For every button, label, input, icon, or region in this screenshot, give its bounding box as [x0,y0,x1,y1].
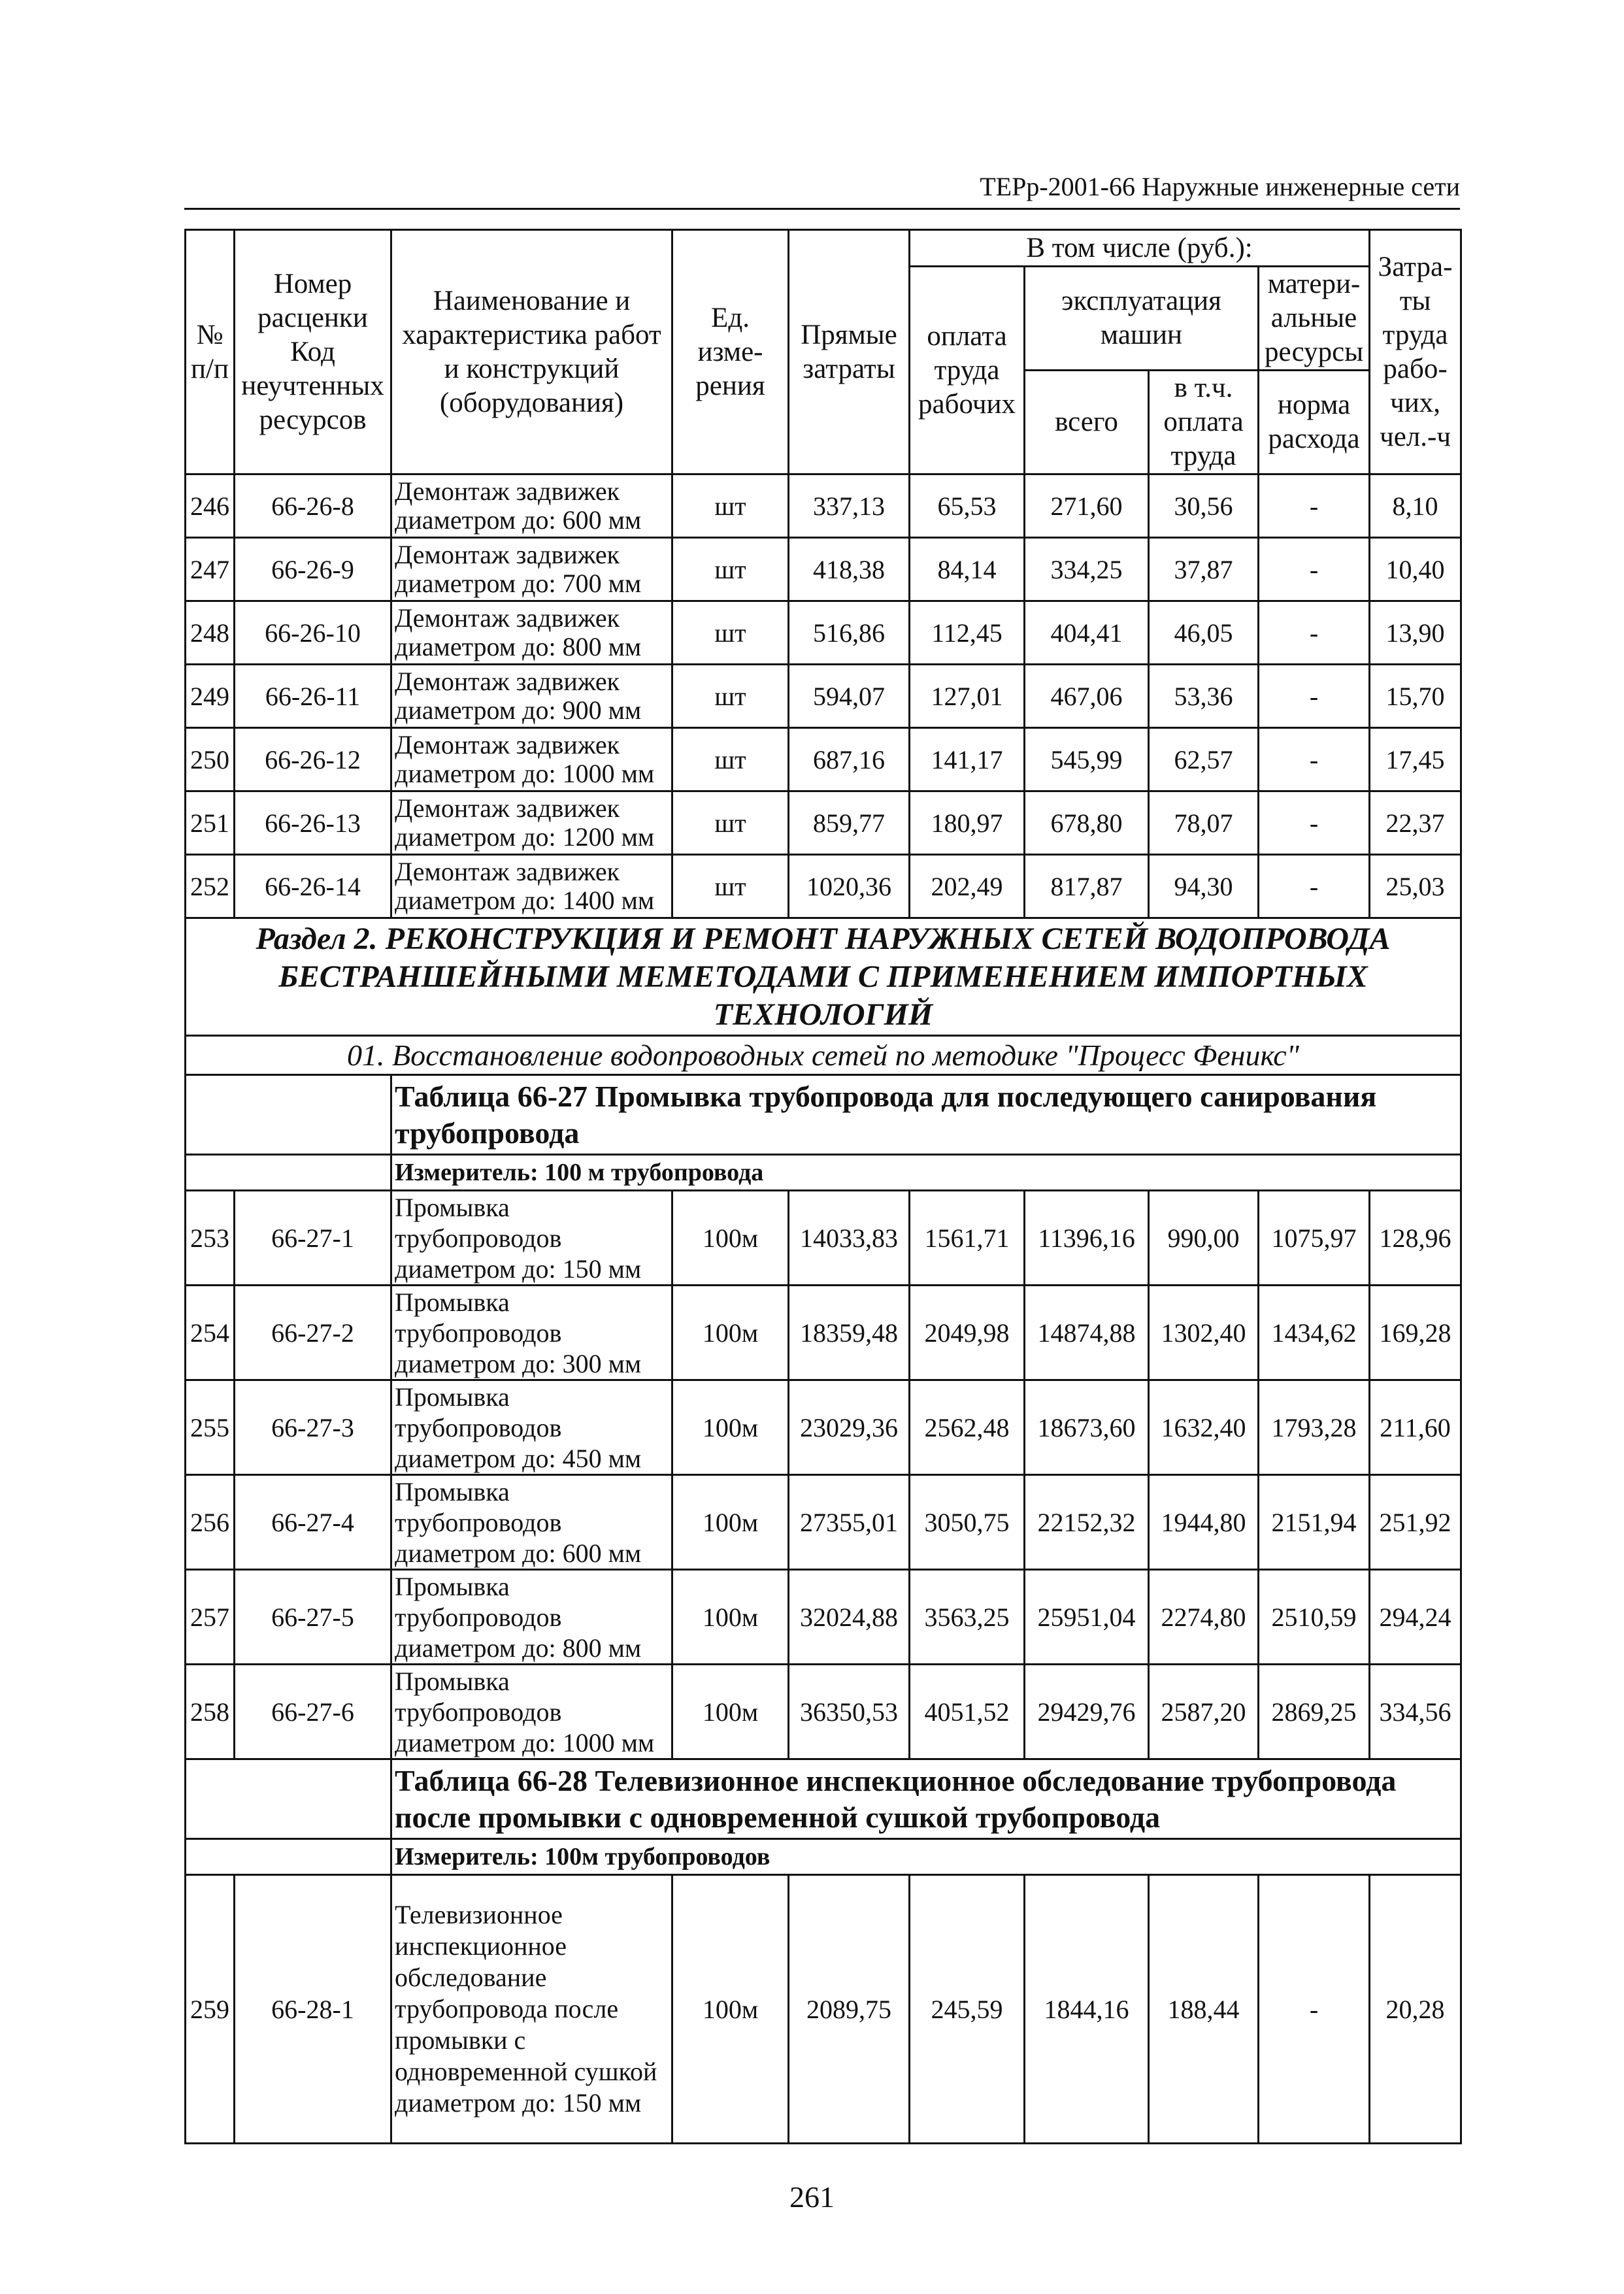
machines-total: 817,87 [1025,855,1149,918]
work-name: Демонтаж задвижек диаметром до: 800 мм [391,601,672,665]
direct-costs: 32024,88 [789,1570,910,1665]
machines-labor-pay: 78,07 [1149,791,1259,855]
blank-cell [186,1759,391,1839]
labor-pay: 141,17 [910,728,1025,791]
row-number: 253 [186,1191,235,1286]
machines-total: 467,06 [1025,665,1149,728]
table28-rows [186,1875,1461,2144]
table-row [186,1875,1461,2144]
labor-pay: 245,59 [910,1875,1025,2144]
labor-hours: 128,96 [1370,1191,1461,1286]
labor-hours: 22,37 [1370,791,1461,855]
table-row [186,665,1461,728]
header-rule [184,208,1460,210]
rate-code: 66-27-3 [235,1380,391,1475]
direct-costs: 337,13 [789,474,910,538]
unit-of-measure: шт [672,855,789,918]
page-number: 261 [789,2180,835,2214]
row-number: 255 [186,1380,235,1475]
machines-labor-pay: 188,44 [1149,1875,1259,2144]
rate-code: 66-26-9 [235,538,391,601]
col-machines-header: эксплуатация машин [1025,267,1259,371]
labor-hours: 17,45 [1370,728,1461,791]
rate-code: 66-26-14 [235,855,391,918]
col-machines-total-header: всего [1025,371,1149,474]
row-number: 257 [186,1570,235,1665]
col-unit-header: Ед. изме-рения [672,230,789,474]
direct-costs: 1020,36 [789,855,910,918]
labor-pay: 2562,48 [910,1380,1025,1475]
labor-hours: 13,90 [1370,601,1461,665]
machines-labor-pay: 990,00 [1149,1191,1259,1286]
direct-costs: 18359,48 [789,1286,910,1380]
blank-cell [186,1075,391,1155]
rate-code: 66-27-4 [235,1475,391,1570]
col-num-header: № п/п [186,230,235,474]
materials-norm: - [1259,791,1370,855]
labor-pay: 1561,71 [910,1191,1025,1286]
rate-code: 66-26-11 [235,665,391,728]
unit-of-measure: шт [672,665,789,728]
machines-total: 334,25 [1025,538,1149,601]
table28-head [186,1759,1461,1875]
machines-total: 25951,04 [1025,1570,1149,1665]
row-number: 254 [186,1286,235,1380]
unit-of-measure: 100м [672,1475,789,1570]
col-code-header: Номер расценки Код неучтенных ресурсов [235,230,391,474]
direct-costs: 594,07 [789,665,910,728]
col-labor-cost-header: Затра-ты труда рабо-чих, чел.-ч [1370,230,1461,474]
table-row [186,1665,1461,1759]
running-header: ТЕРр-2001-66 Наружные инженерные сети [980,172,1460,201]
work-name: Промывка трубопроводов диаметром до: 600 мм [391,1475,672,1570]
machines-labor-pay: 1632,40 [1149,1380,1259,1475]
rate-code: 66-26-10 [235,601,391,665]
machines-labor-pay: 2587,20 [1149,1665,1259,1759]
labor-hours: 20,28 [1370,1875,1461,2144]
unit-of-measure: 100м [672,1380,789,1475]
labor-pay: 65,53 [910,474,1025,538]
blank-cell [186,1155,391,1191]
row-number: 250 [186,728,235,791]
row-number: 259 [186,1875,235,2144]
machines-total: 1844,16 [1025,1875,1149,2144]
machines-labor-pay: 62,57 [1149,728,1259,791]
work-name: Демонтаж задвижек диаметром до: 1000 мм [391,728,672,791]
machines-total: 678,80 [1025,791,1149,855]
direct-costs: 36350,53 [789,1665,910,1759]
table-row [186,538,1461,601]
unit-of-measure: шт [672,474,789,538]
materials-norm: - [1259,1875,1370,2144]
table-row [186,1191,1461,1286]
unit-of-measure: 100м [672,1191,789,1286]
work-name: Промывка трубопроводов диаметром до: 450 мм [391,1380,672,1475]
rate-code: 66-27-6 [235,1665,391,1759]
unit-of-measure: шт [672,728,789,791]
materials-norm: 1793,28 [1259,1380,1370,1475]
col-group-header: В том числе (руб.): [910,230,1370,267]
labor-hours: 10,40 [1370,538,1461,601]
materials-norm: 2510,59 [1259,1570,1370,1665]
materials-norm: 2869,25 [1259,1665,1370,1759]
labor-pay: 84,14 [910,538,1025,601]
work-name: Демонтаж задвижек диаметром до: 700 мм [391,538,672,601]
section-block [186,918,1461,1191]
table-row [186,474,1461,538]
unit-of-measure: шт [672,538,789,601]
labor-hours: 294,24 [1370,1570,1461,1665]
table28-unit: Измеритель: 100м трубопроводов [391,1839,1461,1875]
labor-pay: 180,97 [910,791,1025,855]
labor-hours: 15,70 [1370,665,1461,728]
direct-costs: 859,77 [789,791,910,855]
col-materials-header: матери-альные ресурсы [1259,267,1370,371]
table27-rows [186,1191,1461,1759]
row-number: 251 [186,791,235,855]
row-number: 258 [186,1665,235,1759]
work-name: Демонтаж задвижек диаметром до: 1400 мм [391,855,672,918]
machines-labor-pay: 1302,40 [1149,1286,1259,1380]
machines-labor-pay: 37,87 [1149,538,1259,601]
row-number: 256 [186,1475,235,1570]
unit-of-measure: 100м [672,1286,789,1380]
materials-norm: - [1259,728,1370,791]
col-materials-norm-header: норма расхода [1259,371,1370,474]
work-name: Демонтаж задвижек диаметром до: 900 мм [391,665,672,728]
row-number: 248 [186,601,235,665]
blank-cell [186,1839,391,1875]
machines-total: 22152,32 [1025,1475,1149,1570]
direct-costs: 23029,36 [789,1380,910,1475]
rate-code: 66-26-13 [235,791,391,855]
labor-hours: 8,10 [1370,474,1461,538]
machines-labor-pay: 94,30 [1149,855,1259,918]
work-name: Демонтаж задвижек диаметром до: 600 мм [391,474,672,538]
labor-pay: 127,01 [910,665,1025,728]
labor-pay: 202,49 [910,855,1025,918]
work-name: Промывка трубопроводов диаметром до: 150 мм [391,1191,672,1286]
work-name: Демонтаж задвижек диаметром до: 1200 мм [391,791,672,855]
table27-unit: Измеритель: 100 м трубопровода [391,1155,1461,1191]
labor-pay: 3050,75 [910,1475,1025,1570]
direct-costs: 687,16 [789,728,910,791]
labor-pay: 112,45 [910,601,1025,665]
materials-norm: - [1259,474,1370,538]
machines-labor-pay: 53,36 [1149,665,1259,728]
work-name: Телевизионное инспекционное обследование трубопровода после промывки с одновременной сушкой диаметром до: 150 мм [391,1875,672,2144]
machines-labor-pay: 1944,80 [1149,1475,1259,1570]
labor-hours: 169,28 [1370,1286,1461,1380]
table-row [186,1286,1461,1380]
materials-norm: - [1259,855,1370,918]
rate-code: 66-26-8 [235,474,391,538]
col-direct-header: Прямые затраты [789,230,910,474]
table28-title: Таблица 66-28 Телевизионное инспекционное обследование трубопровода после промывки с одновременной сушкой трубопровода [391,1759,1461,1839]
section-title: Раздел 2. РЕКОНСТРУКЦИЯ И РЕМОНТ НАРУЖНЫХ СЕТЕЙ ВОДОПРОВОДА БЕСТРАНШЕЙНЫМИ МЕМЕТОДАМИ С ПРИМЕНЕНИЕМ ИМПОРТНЫХ ТЕХНОЛОГИЙ [186,918,1461,1036]
labor-hours: 334,56 [1370,1665,1461,1759]
machines-total: 14874,88 [1025,1286,1149,1380]
rates-table [184,229,1462,2144]
machines-total: 11396,16 [1025,1191,1149,1286]
col-machines-labor-header: в т.ч. оплата труда [1149,371,1259,474]
table-row [186,791,1461,855]
rate-code: 66-27-2 [235,1286,391,1380]
machines-labor-pay: 46,05 [1149,601,1259,665]
table-row [186,601,1461,665]
labor-hours: 25,03 [1370,855,1461,918]
machines-labor-pay: 30,56 [1149,474,1259,538]
labor-hours: 251,92 [1370,1475,1461,1570]
row-number: 252 [186,855,235,918]
row-number: 246 [186,474,235,538]
col-name-header: Наименование и характеристика работ и конструкций (оборудования) [391,230,672,474]
unit-of-measure: 100м [672,1665,789,1759]
rate-code: 66-27-1 [235,1191,391,1286]
materials-norm: 1434,62 [1259,1286,1370,1380]
labor-pay: 3563,25 [910,1570,1025,1665]
table-row [186,1475,1461,1570]
unit-of-measure: 100м [672,1875,789,2144]
subsection-title: 01. Восстановление водопроводных сетей по методике "Процесс Феникс" [186,1036,1461,1075]
materials-norm: - [1259,601,1370,665]
machines-total: 545,99 [1025,728,1149,791]
table-row [186,855,1461,918]
machines-total: 18673,60 [1025,1380,1149,1475]
work-name: Промывка трубопроводов диаметром до: 800 мм [391,1570,672,1665]
unit-of-measure: шт [672,601,789,665]
unit-of-measure: 100м [672,1570,789,1665]
machines-total: 404,41 [1025,601,1149,665]
table-row [186,728,1461,791]
row-number: 249 [186,665,235,728]
table27-title: Таблица 66-27 Промывка трубопровода для последующего санирования трубопровода [391,1075,1461,1155]
materials-norm: - [1259,538,1370,601]
labor-pay: 4051,52 [910,1665,1025,1759]
direct-costs: 516,86 [789,601,910,665]
direct-costs: 418,38 [789,538,910,601]
materials-norm: 2151,94 [1259,1475,1370,1570]
work-name: Промывка трубопроводов диаметром до: 300 мм [391,1286,672,1380]
rate-code: 66-28-1 [235,1875,391,2144]
machines-total: 29429,76 [1025,1665,1149,1759]
unit-of-measure: шт [672,791,789,855]
labor-hours: 211,60 [1370,1380,1461,1475]
table-header [186,230,1461,474]
row-number: 247 [186,538,235,601]
part1-rows [186,474,1461,918]
machines-labor-pay: 2274,80 [1149,1570,1259,1665]
work-name: Промывка трубопроводов диаметром до: 1000 мм [391,1665,672,1759]
direct-costs: 27355,01 [789,1475,910,1570]
rate-code: 66-26-12 [235,728,391,791]
machines-total: 271,60 [1025,474,1149,538]
rate-code: 66-27-5 [235,1570,391,1665]
materials-norm: 1075,97 [1259,1191,1370,1286]
direct-costs: 14033,83 [789,1191,910,1286]
table-row [186,1380,1461,1475]
materials-norm: - [1259,665,1370,728]
col-labor-pay-header: оплата труда рабочих [910,267,1025,474]
labor-pay: 2049,98 [910,1286,1025,1380]
table-row [186,1570,1461,1665]
direct-costs: 2089,75 [789,1875,910,2144]
